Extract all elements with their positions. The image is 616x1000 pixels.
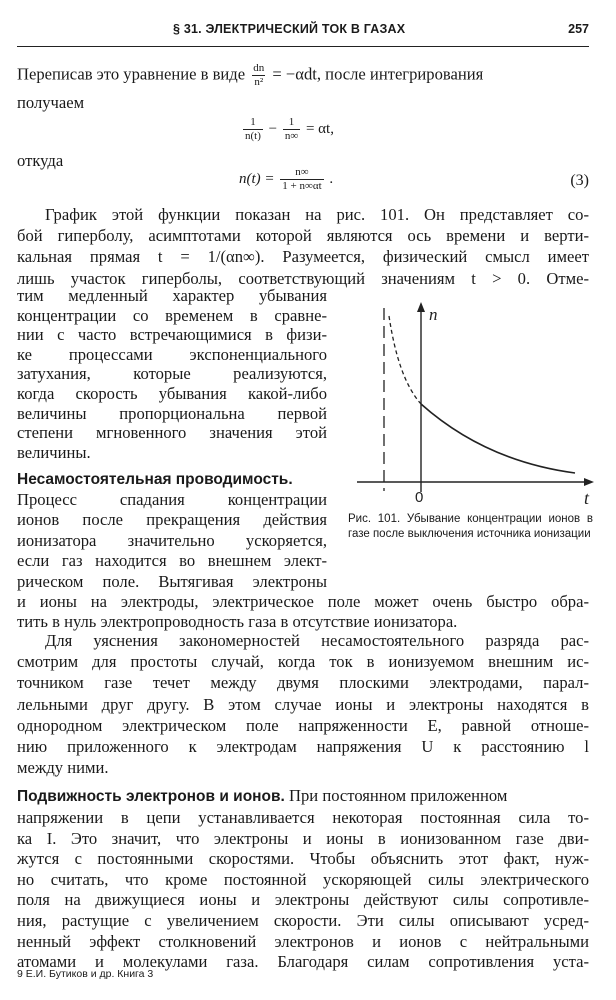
- word-otkuda: откуда: [17, 151, 64, 170]
- text-line: тить в нуль электропроводность газа в отсутствие ионизатора.: [17, 612, 458, 632]
- section-heading-mobility: Подвижность электронов и ионов.: [17, 788, 285, 805]
- text-line: Процесс спадания концентрации: [17, 490, 327, 509]
- frac-den: n(t): [245, 130, 261, 142]
- text-line: График этой функции показан на рис. 101. Он представляет со-: [45, 205, 589, 224]
- eq2-dot: .: [329, 170, 334, 187]
- figure-101: [347, 296, 597, 526]
- text-line: ния, растущие с увеличением скорости. Эти силы описывают усред-: [17, 911, 589, 930]
- text-line: когда скорость убывания какой-либо: [17, 384, 327, 403]
- intro-text: Переписав это уравнение в виде: [17, 64, 246, 84]
- equation-1: [241, 116, 334, 143]
- x-axis-label: t: [584, 488, 590, 508]
- frac-num: 1: [288, 116, 295, 128]
- intro-line-2: получаем: [17, 93, 85, 112]
- frac-den: n∞: [284, 130, 299, 142]
- fraction-dn-n2: [251, 62, 266, 89]
- text-line: если газ находится во внешнем элект-: [17, 551, 327, 571]
- text-line: ненный эффект столкновений электронов и ионов с нейтральными: [17, 931, 589, 951]
- frac-num: n∞: [295, 166, 309, 178]
- frac-den: 1 + n∞αt: [282, 180, 322, 192]
- text-line: между ними.: [17, 758, 109, 778]
- book-page: [17, 0, 593, 1000]
- text-line: концентрации со временем в сравне-: [17, 305, 327, 325]
- text-line: бой гиперболу, асимптотами которой являются ось времени и верти-: [17, 226, 589, 246]
- equation-2: [239, 166, 333, 193]
- text-line: величины.: [17, 442, 91, 462]
- text-line: величины пропорциональна первой: [17, 403, 327, 423]
- origin-label: 0: [415, 489, 424, 506]
- text-line: Для уяснения закономерностей несамостоятельного разряда рас-: [45, 631, 589, 650]
- text-line: атомами и молекулами газа. Благодаря силам сопротивления уста-: [17, 952, 589, 972]
- page-number: 257: [568, 22, 589, 36]
- section2-first-line: [17, 785, 589, 807]
- text-line: ионизатора значительно ускоряется,: [17, 530, 327, 550]
- hyperbola-curve: [421, 404, 575, 473]
- frac-den: n²: [254, 76, 264, 88]
- text-line: жутся с постоянными скоростями. Чтобы объяснить этот факт, нуж-: [17, 849, 589, 869]
- figure-caption: Рис. 101. Убывание концентрации ионов в газе после выключения источника ионизации: [348, 513, 593, 540]
- text-line: нию приложенного к электродам напряжения U к расстоянию l: [17, 737, 589, 756]
- text-line: смотрим для простоты случай, когда ток в ионизуемом внешним ис-: [17, 652, 589, 672]
- text-line: ка I. Это значит, что электроны и ионы в ионизованном газе дви-: [17, 828, 589, 848]
- eq2-lhs: n(t) =: [239, 170, 275, 187]
- section-heading-non-self: Несамостоятельная проводимость.: [17, 471, 293, 488]
- frac-num: 1: [250, 116, 256, 128]
- text-line: и ионы на электроды, электрическое поле может очень быстро обра-: [17, 592, 589, 611]
- section2-first-line-rest: При постоянном приложенном: [289, 786, 508, 805]
- x-axis-arrow: [584, 478, 594, 486]
- text-line: рическом поле. Вытягивая электроны: [17, 571, 327, 591]
- text-line: ионов после прекращения действия: [17, 510, 327, 530]
- text-line: лельными друг другу. В этом случае ионы и электроны находятся в: [17, 694, 589, 714]
- eq2-frac: [280, 166, 323, 193]
- text-line: точником газе течет между двумя плоскими электродами, парал-: [17, 673, 589, 693]
- text-line: но считать, что кроме постоянной ускоряющей силы электрического: [17, 869, 589, 889]
- text-line: ке процессами экспоненциального: [17, 344, 327, 364]
- text-line: лишь участок гиперболы, соответствующий значениям t > 0. Отме-: [17, 268, 589, 288]
- equation-number: (3): [570, 172, 589, 189]
- text-line: кальная прямая t = 1/(αn∞). Разумеется, физический смысл имеет: [17, 247, 589, 267]
- intro-text-after: = −αdt, после интегрирования: [272, 64, 484, 84]
- running-header: [17, 10, 589, 47]
- frac-num: dn: [253, 62, 265, 74]
- y-axis-arrow: [417, 302, 425, 312]
- page-footer: 9 Е.И. Бутиков и др. Книга 3: [17, 968, 154, 980]
- eq1-rhs: = αt,: [305, 120, 334, 137]
- decay-graph: [347, 296, 597, 512]
- text-line: нии с часто встречающимися в физи-: [17, 325, 327, 345]
- header-title: § 31. ЭЛЕКТРИЧЕСКИЙ ТОК В ГАЗАХ: [173, 22, 406, 36]
- text-line: поля на движущиеся ионы и электроны действуют силы сопротивле-: [17, 890, 589, 910]
- eq1-frac1: [243, 116, 263, 143]
- hyperbola-dashed: [389, 316, 421, 404]
- text-line: степени мгновенного значения этой: [17, 423, 327, 443]
- text-line: затухания, которые реализуются,: [17, 364, 327, 384]
- text-line: тим медленный характер убывания: [17, 286, 327, 305]
- y-axis-label: n: [429, 305, 438, 324]
- minus-sign: −: [268, 120, 278, 137]
- text-line: напряжении в цепи устанавливается некоторая постоянная сила то-: [17, 808, 589, 827]
- eq1-frac2: [283, 116, 300, 143]
- text-line: однородном электрическом поле напряженности E, равной отноше-: [17, 715, 589, 735]
- intro-line-1: [17, 62, 589, 89]
